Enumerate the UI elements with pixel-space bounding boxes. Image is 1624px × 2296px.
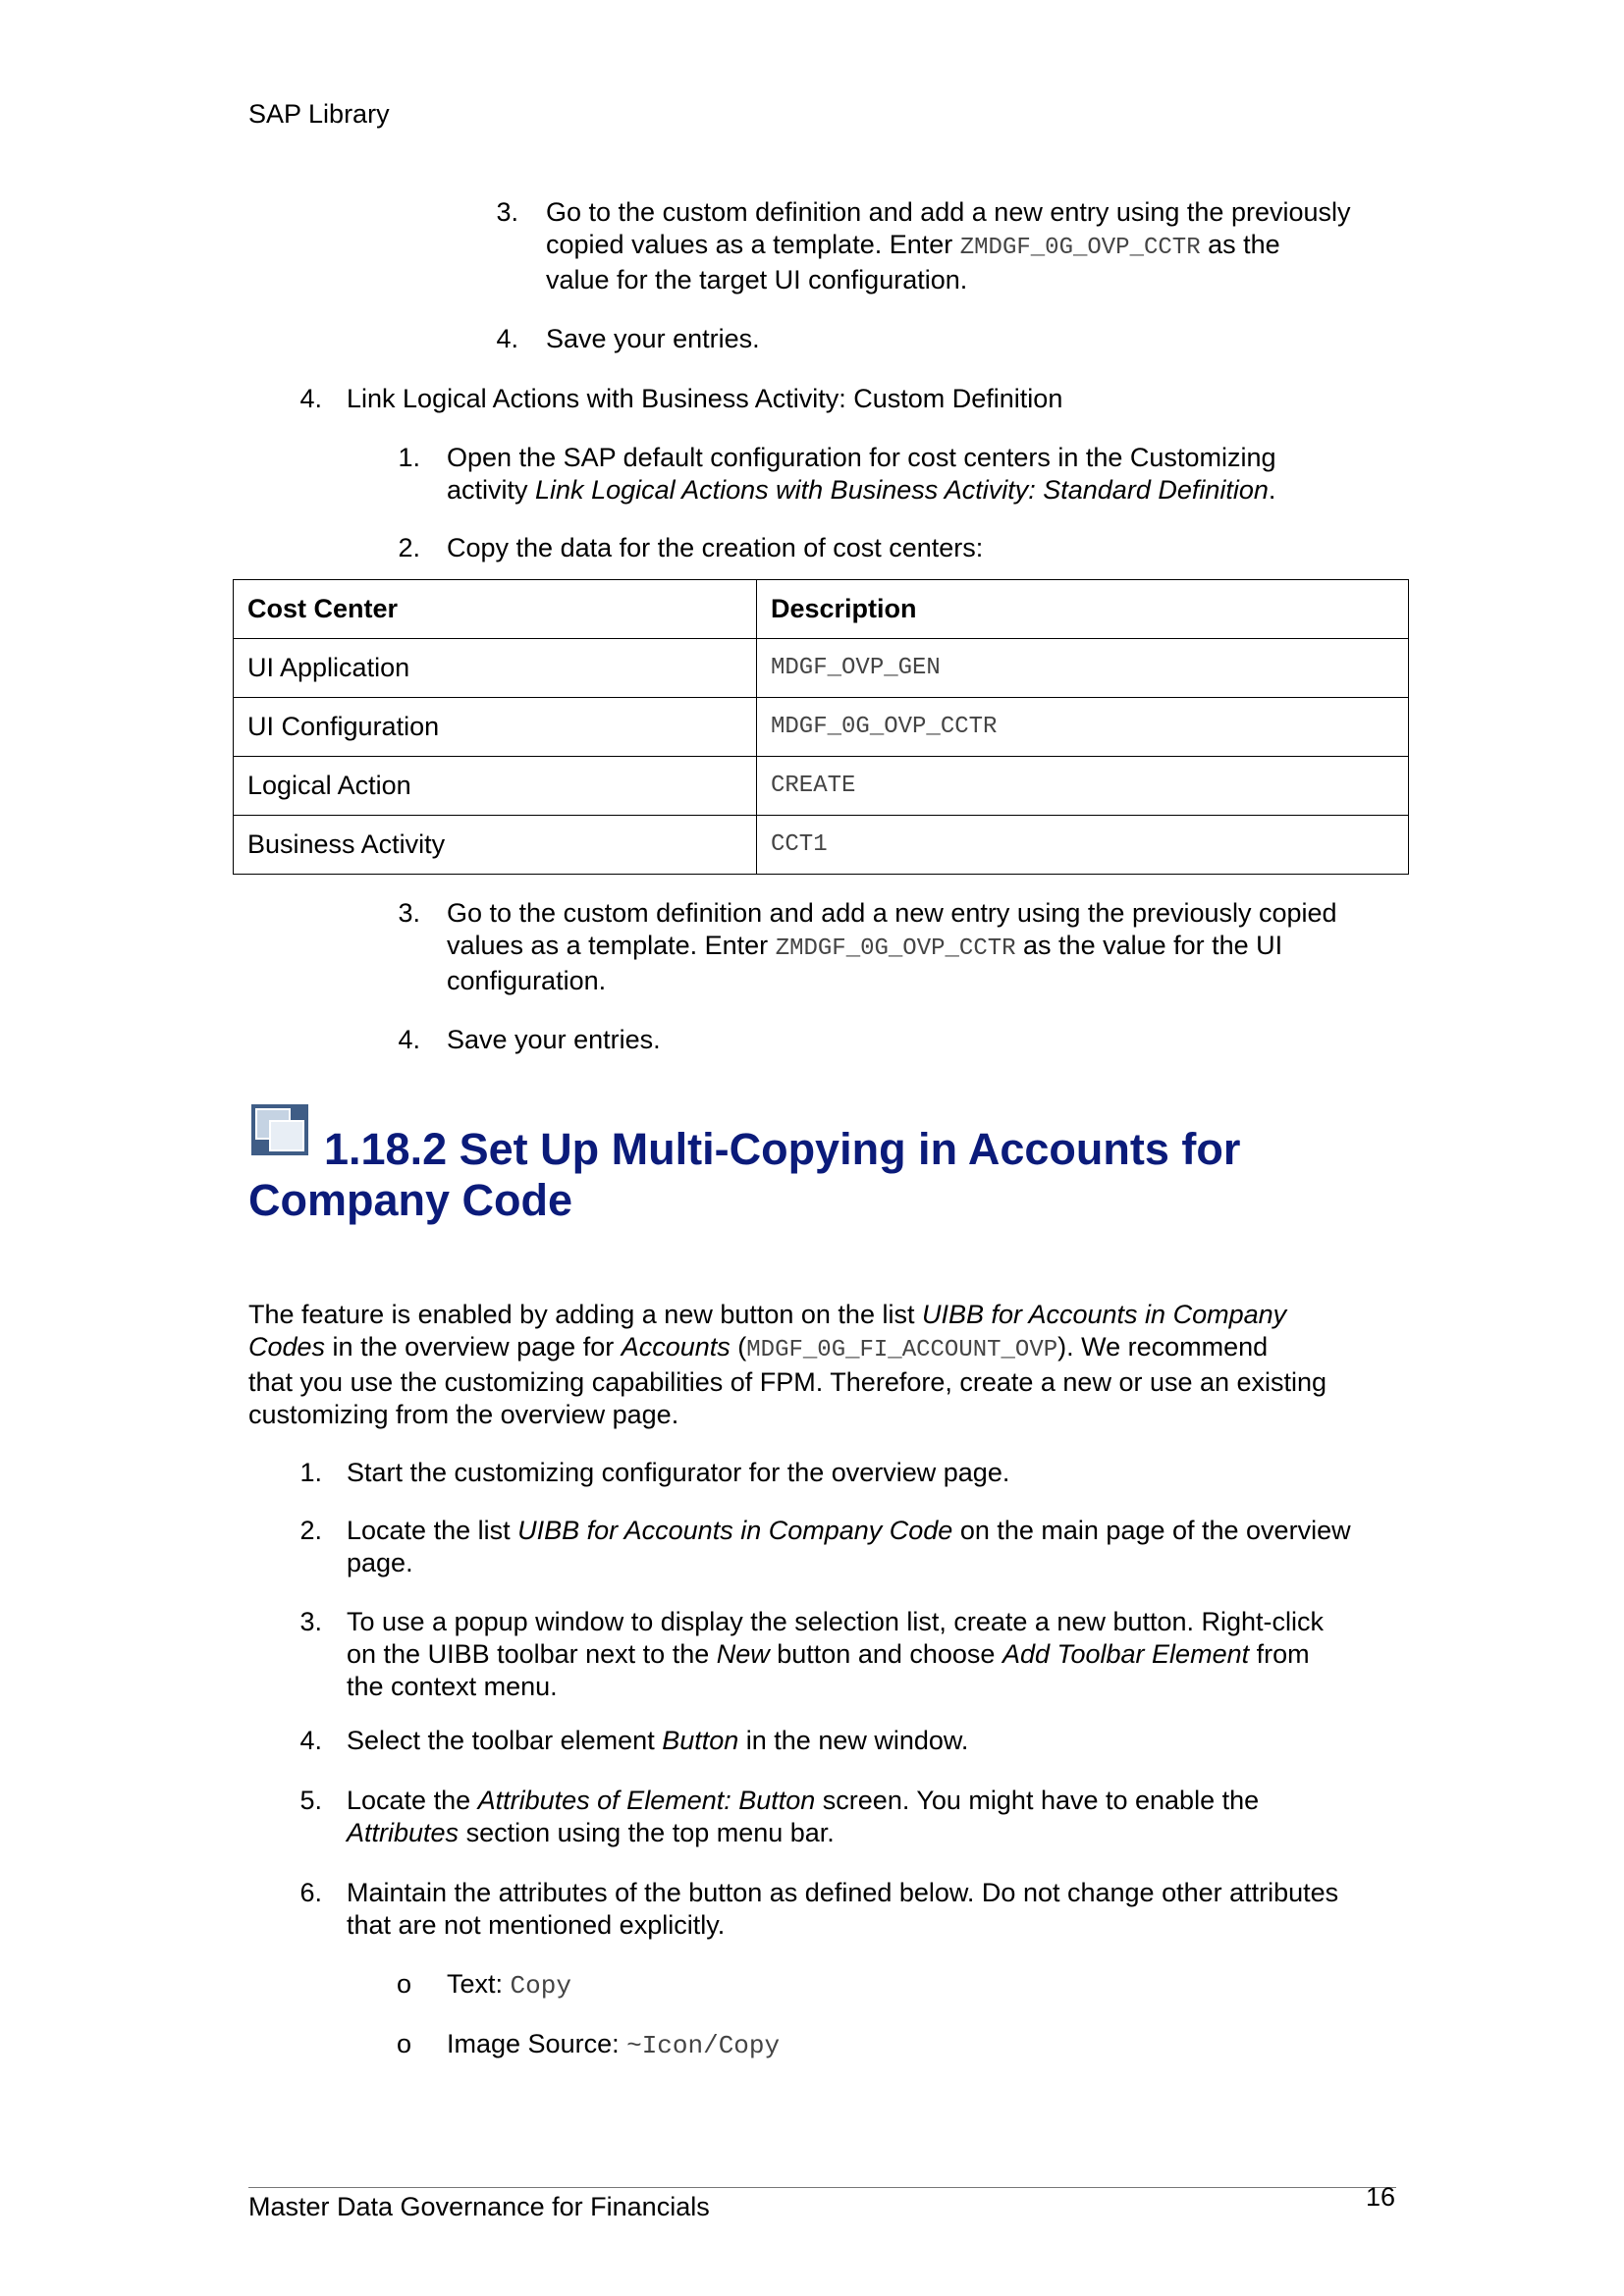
step-text-line xyxy=(546,229,1410,264)
activity-name: Link Logical Actions with Business Activity: Standard Definition xyxy=(535,475,1269,505)
step-text-line: Open the SAP default configuration for cost centers in the Customizing xyxy=(447,443,1276,472)
step-text-part: Locate the list xyxy=(347,1516,518,1545)
step-text-line xyxy=(347,1817,1412,1849)
step-number: 3. xyxy=(299,1607,322,1636)
paragraph-line xyxy=(248,1299,1412,1331)
step-text-line: Go to the custom definition and add a new entry using the previously copied xyxy=(447,898,1337,928)
bullet-item xyxy=(447,1968,571,2002)
step-text-part: section using the top menu bar. xyxy=(459,1818,835,1847)
bullet-marker: o xyxy=(397,2029,412,2058)
table-cell: Logical Action xyxy=(234,757,757,816)
button-name: New xyxy=(716,1639,770,1669)
code-value: ZMDGF_0G_OVP_CCTR xyxy=(959,235,1201,261)
step-text: Start the customizing configurator for the overview page. xyxy=(347,1458,1010,1487)
table-cell: CCT1 xyxy=(757,816,1409,875)
uibb-name: UIBB for Accounts in Company xyxy=(921,1300,1287,1329)
table-row xyxy=(234,757,1409,816)
code-value: ZMDGF_0G_OVP_CCTR xyxy=(775,935,1016,962)
step-text-part: on the main page of the overview xyxy=(952,1516,1351,1545)
code-value: Copy xyxy=(510,1971,571,2001)
table-cell: MDGF_OVP_GEN xyxy=(757,639,1409,698)
table-header-cell: Cost Center xyxy=(234,580,757,639)
step-text xyxy=(546,196,1410,296)
menu-item-name: Add Toolbar Element xyxy=(1001,1639,1250,1669)
table-cell: Business Activity xyxy=(234,816,757,875)
step-number: 4. xyxy=(299,1726,322,1755)
step-text-line: Maintain the attributes of the button as defined below. Do not change other attributes xyxy=(347,1878,1339,1907)
table-row xyxy=(234,816,1409,875)
step-text: Save your entries. xyxy=(546,324,760,353)
step-text-part: as the xyxy=(1200,230,1280,259)
step-text-line xyxy=(347,1638,1412,1671)
step-text xyxy=(447,442,1409,507)
section-name: Attributes xyxy=(347,1818,460,1847)
step-text-line: configuration. xyxy=(447,966,607,995)
text-part: ). We recommend xyxy=(1057,1332,1269,1362)
step-number: 1. xyxy=(398,443,420,472)
step-text xyxy=(347,1785,1412,1849)
step-text-line xyxy=(347,1785,1412,1817)
code-value: ~Icon/Copy xyxy=(626,2031,781,2060)
step-text-part: activity xyxy=(447,475,536,505)
step-text-line xyxy=(347,1515,1412,1547)
step-text-line: that are not mentioned explicitly. xyxy=(347,1910,726,1940)
text-part: The feature is enabled by adding a new button on the list xyxy=(248,1300,922,1329)
step-text-part: Select the toolbar element xyxy=(347,1726,663,1755)
step-text-part: button and choose xyxy=(769,1639,1002,1669)
uibb-name: Codes xyxy=(248,1332,326,1362)
table-row xyxy=(234,698,1409,757)
step-text-line: the context menu. xyxy=(347,1672,558,1701)
step-text-line: Go to the custom definition and add a new entry using the previously xyxy=(546,197,1351,227)
step-text-line xyxy=(447,474,1409,507)
step-text-line xyxy=(447,930,1409,965)
section-icon xyxy=(250,1103,309,1156)
page-name: Accounts xyxy=(621,1332,731,1362)
step-number: 1. xyxy=(299,1458,322,1487)
step-text-part: copied values as a template. Enter xyxy=(546,230,960,259)
table-cell: CREATE xyxy=(757,757,1409,816)
section-heading-line: Company Code xyxy=(248,1175,573,1225)
step-text-line: page. xyxy=(347,1548,413,1577)
step-text-part: screen. You might have to enable the xyxy=(815,1786,1260,1815)
uibb-name: UIBB for Accounts in Company Code xyxy=(517,1516,953,1545)
step-text: Copy the data for the creation of cost centers: xyxy=(447,533,984,562)
intro-paragraph xyxy=(248,1299,1412,1431)
bullet-label: Image Source: xyxy=(447,2029,627,2058)
paragraph-line: that you use the customizing capabilities of FPM. Therefore, create a new or use an existing xyxy=(248,1367,1327,1397)
table-cell: UI Configuration xyxy=(234,698,757,757)
paragraph-line: customizing from the overview page. xyxy=(248,1400,679,1429)
step-text-part: on the UIBB toolbar next to the xyxy=(347,1639,717,1669)
step-text xyxy=(347,1515,1412,1579)
code-value: MDGF_0G_FI_ACCOUNT_OVP xyxy=(746,1337,1058,1363)
step-number: 3. xyxy=(398,898,420,928)
footer-title: Master Data Governance for Financials xyxy=(248,2192,710,2221)
table-cell: MDGF_0G_OVP_CCTR xyxy=(757,698,1409,757)
step-text-part: Locate the xyxy=(347,1786,478,1815)
table-header-cell: Description xyxy=(757,580,1409,639)
step-text-part: values as a template. Enter xyxy=(447,931,776,960)
step-text xyxy=(347,1725,968,1757)
step-text-part: from xyxy=(1249,1639,1310,1669)
screen-name: Attributes of Element: Button xyxy=(477,1786,816,1815)
text-part: in the overview page for xyxy=(325,1332,622,1362)
bullet-item xyxy=(447,2028,780,2062)
page-header: SAP Library xyxy=(248,99,390,129)
step-number: 2. xyxy=(299,1516,322,1545)
step-text xyxy=(347,1877,1412,1942)
step-text: Save your entries. xyxy=(447,1025,661,1054)
table-row xyxy=(234,639,1409,698)
bullet-marker: o xyxy=(397,1969,412,1999)
section-heading-line: 1.18.2 Set Up Multi-Copying in Accounts for xyxy=(324,1124,1241,1174)
step-text-part: . xyxy=(1268,475,1276,505)
step-text-line: value for the target UI configuration. xyxy=(546,265,968,294)
step-text-part: as the value for the UI xyxy=(1015,931,1283,960)
step-number: 2. xyxy=(398,533,420,562)
step-text-line: To use a popup window to display the selection list, create a new button. Right-click xyxy=(347,1607,1325,1636)
text-part: ( xyxy=(730,1332,747,1362)
bullet-label: Text: xyxy=(447,1969,511,1999)
element-name: Button xyxy=(662,1726,739,1755)
page-number: 16 xyxy=(1365,2182,1395,2212)
step-number: 4. xyxy=(496,324,518,353)
table-header-row xyxy=(234,580,1409,639)
step-number: 3. xyxy=(496,197,518,227)
step-number: 4. xyxy=(299,384,322,413)
footer-divider xyxy=(248,2187,1396,2188)
step-text-part: in the new window. xyxy=(738,1726,969,1755)
step-number: 4. xyxy=(398,1025,420,1054)
step-number: 6. xyxy=(299,1878,322,1907)
step-text xyxy=(347,1606,1412,1703)
cost-center-table xyxy=(233,579,1409,875)
step-text xyxy=(447,897,1409,997)
paragraph-line xyxy=(248,1331,1412,1366)
table-cell: UI Application xyxy=(234,639,757,698)
step-number: 5. xyxy=(299,1786,322,1815)
section-title: Link Logical Actions with Business Activity: Custom Definition xyxy=(347,384,1063,413)
